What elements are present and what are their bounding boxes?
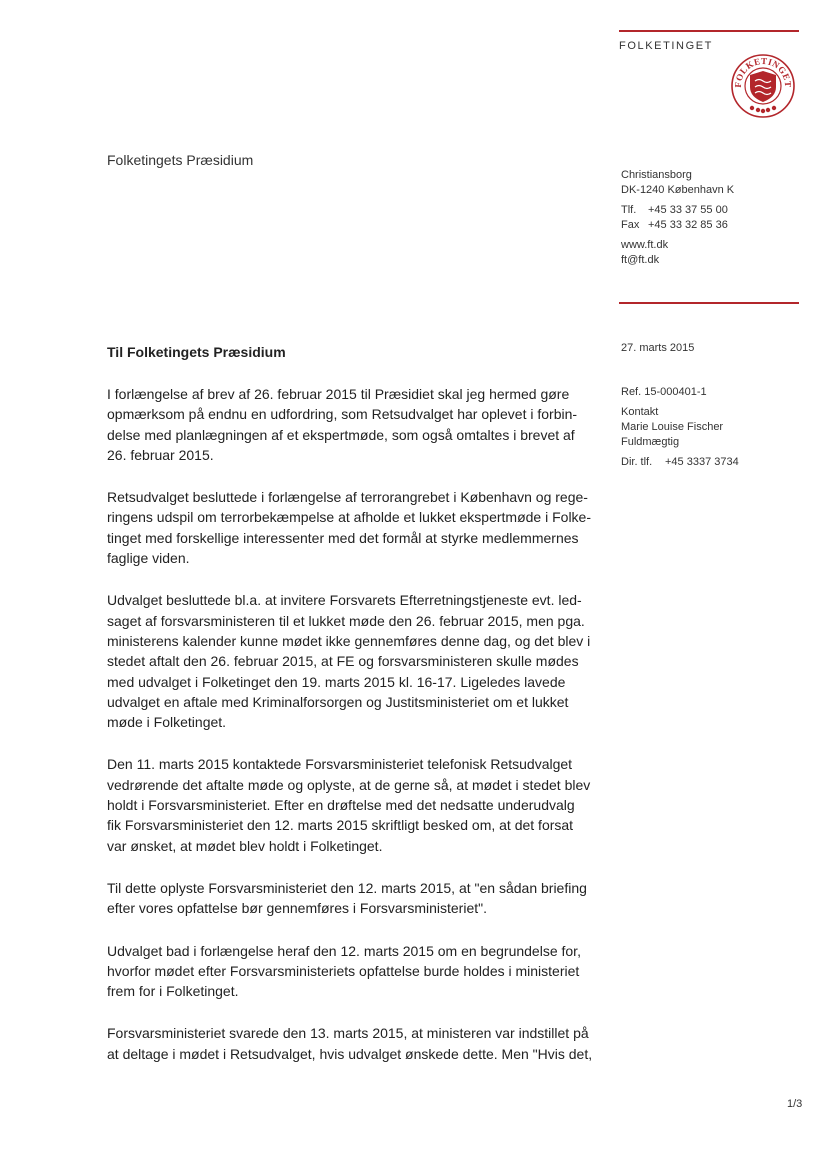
fax-row: [621, 218, 728, 233]
phone-number: +45 33 37 55 00: [648, 204, 728, 216]
reference-number: Ref. 15-000401-1: [621, 386, 707, 398]
letter-date: 27. marts 2015: [621, 342, 695, 354]
paragraph: Udvalget bad i forlængelse heraf den 12. marts 2015 om en begrundelse for, hvorfor mødet efter Forsvarsministeriets opfattelse burde holdes i ministeriet frem for i Folketinget.: [107, 942, 581, 1000]
fax-number: +45 33 32 85 36: [648, 219, 728, 231]
sidebar-rule: [619, 302, 799, 304]
address-line: Christiansborg: [621, 169, 692, 181]
header-rule: [619, 30, 799, 32]
letter-body: [107, 384, 595, 1086]
reference-block: [621, 385, 723, 450]
paragraph: I forlængelse af brev af 26. februar 2015 til Præsidiet skal jeg hermed gøre opmærksom på endnu en udfordring, som Retsudvalget har oplevet i forbin- delse med planlægningen af et ekspertmøde, som også omtaltes i brevet af 26. februar 2015.: [107, 386, 578, 463]
paragraph: Til dette oplyste Forsvarsministeriet den 12. marts 2015, at "en sådan briefing efter vores opfattelse bør gennemføres i Forsvarsministeriet".: [107, 879, 587, 917]
direct-phone-number: +45 3337 3734: [665, 456, 739, 468]
contact-label: Kontakt: [621, 406, 659, 418]
web-contact: [621, 238, 668, 268]
letter-heading: Til Folketingets Præsidium: [107, 344, 286, 360]
contact-name: Marie Louise Fischer: [621, 421, 724, 433]
recipient-address: Folketingets Præsidium: [107, 152, 254, 168]
paragraph: Udvalget besluttede bl.a. at invitere Forsvarets Efterretningstjeneste evt. led- saget af forsvarsministeren til et lukket møde den 26. februar 2015, men pga. ministerens kalender kunne mødet ikke gennemføres denne dag, og det blev i stedet aftalt den 26. februar 2015, at FE og forsvarsministeren skulle mødes med udvalget i Folketinget den 19. marts 2015 kl. 16-17. Ligeledes lavede udvalget en aftale med Kriminalforsorgen og Justitsministeriet om et lukket møde i Folketinget.: [107, 592, 591, 731]
seal-text: FOLKETINGET: [732, 55, 794, 88]
fax-label: Fax: [621, 219, 640, 231]
paragraph: Forsvarsministeriet svarede den 13. marts 2015, at ministeren var indstillet på at deltage i mødet i Retsudvalget, hvis udvalget ønskede dette. Men "Hvis det,: [107, 1025, 593, 1062]
office-address: [621, 168, 734, 198]
contact-numbers: [621, 203, 728, 233]
brand-name: FOLKETINGET: [619, 40, 713, 52]
phone-label: Tlf.: [621, 204, 637, 216]
paragraph: Retsudvalget besluttede i forlængelse af terrorangrebet i København og rege- ringens udspil om terrorbekæmpelse at afholde et lukket ekspertmøde i Folke- tinget med forskellige interessenter med det formål at styrke medlemmernes faglige viden.: [107, 489, 591, 567]
direct-phone-row: [621, 455, 739, 470]
paragraph: Den 11. marts 2015 kontaktede Forsvarsministeriet telefonisk Retsudvalget vedrørende det aftalte møde og oplyste, at de gerne så, at mødet i stedet blev holdt i Forsvarsministeriet. Efter en drøftelse med det nedsatte underudvalg fik Forsvarsministeriet den 12. marts 2015 skriftligt besked om, at det forsat var ønsket, at mødet blev holdt i Folketinget.: [107, 756, 591, 854]
folketinget-seal-icon: [730, 53, 796, 119]
contact-title: Fuldmægtig: [621, 436, 680, 448]
page-number: 1/3: [787, 1098, 803, 1110]
direct-phone-label: Dir. tlf.: [621, 456, 653, 468]
address-line: DK-1240 København K: [621, 184, 735, 196]
email-link[interactable]: ft@ft.dk: [621, 254, 660, 266]
phone-row: [621, 203, 728, 218]
website-link[interactable]: www.ft.dk: [621, 239, 669, 251]
